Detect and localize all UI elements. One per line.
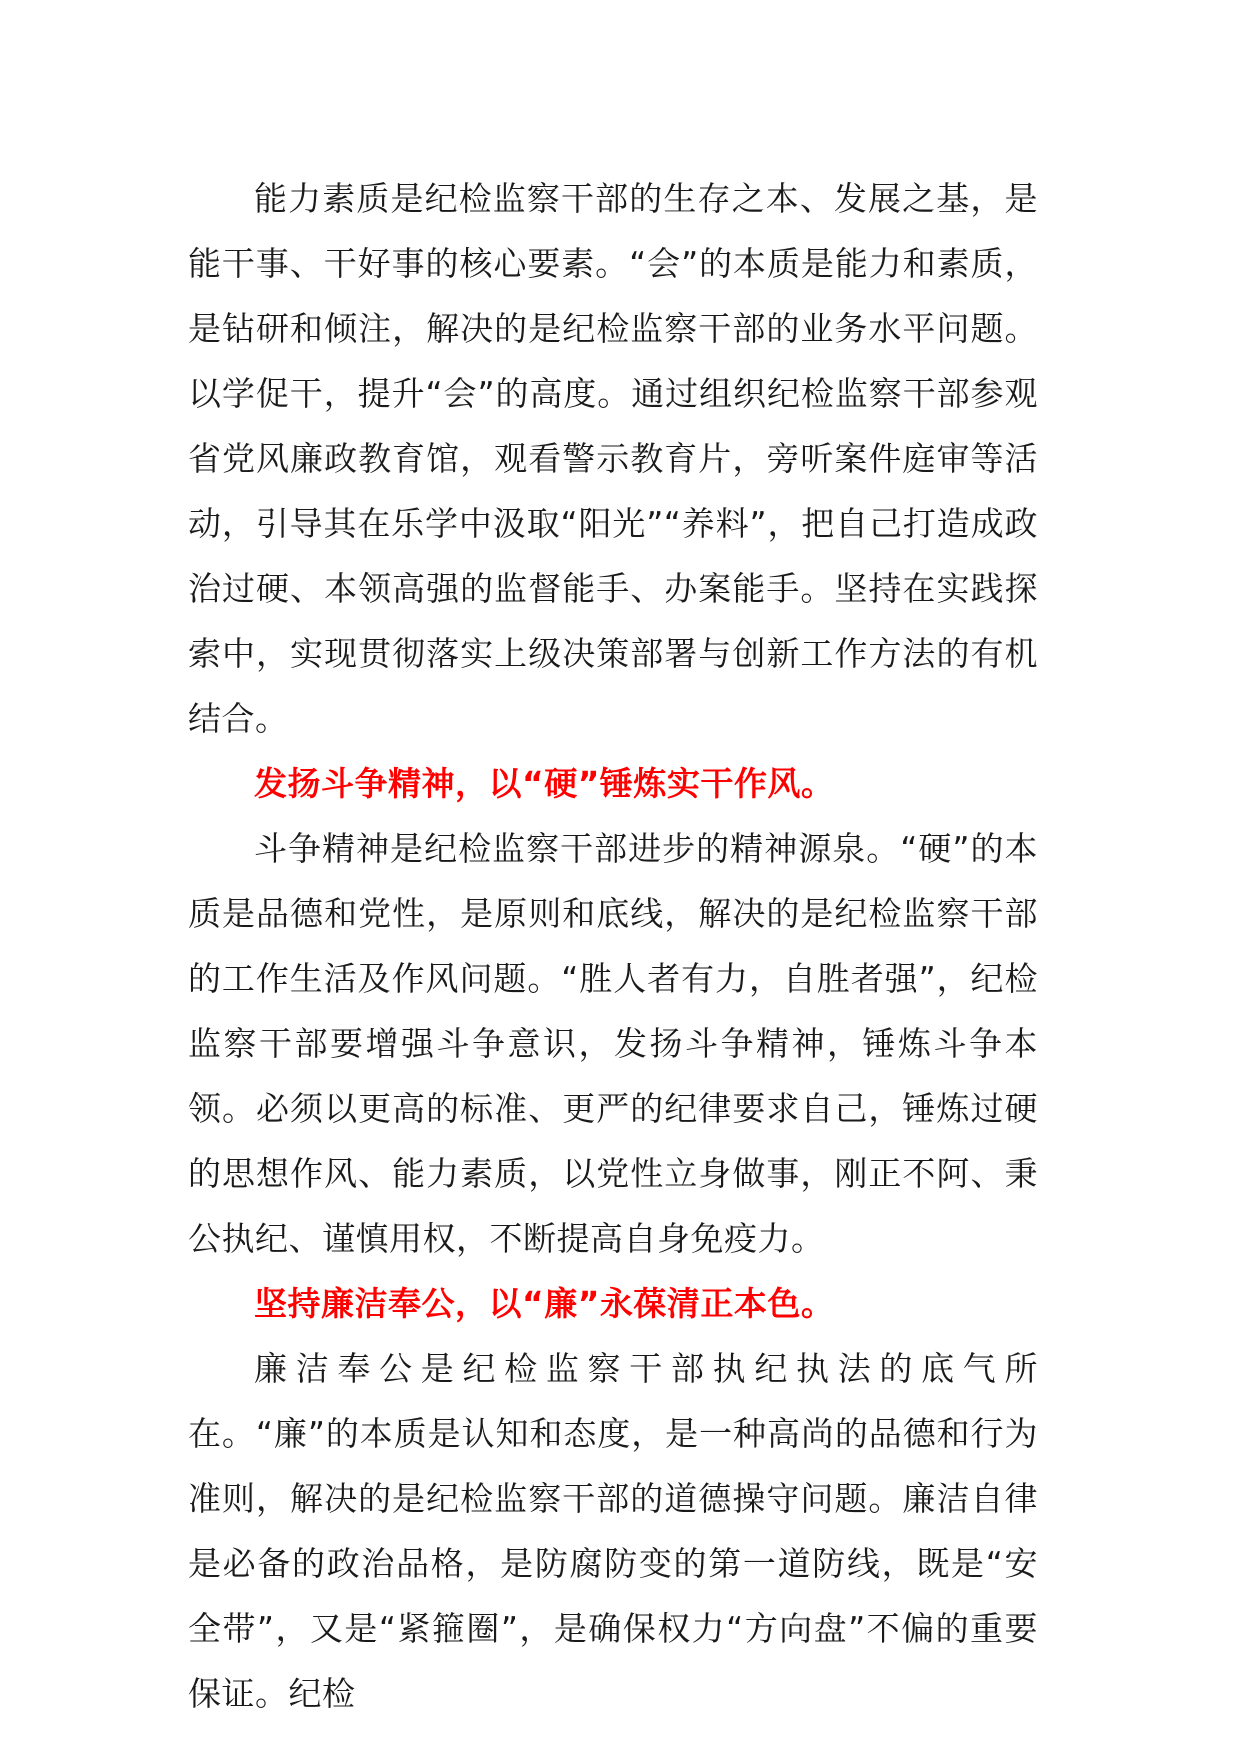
section-heading-1: 发扬斗争精神，以“硬”锤炼实干作风。 xyxy=(254,764,835,803)
body-paragraph-3: 廉洁奉公是纪检监察干部执纪执法的底气所在。“廉”的本质是认知和态度，是一种高尚的品德和行为准则，解决的是纪检监察干部的道德操守问题。廉洁自律是必备的政治品格，是防腐防变的第一道防线，既是“安全带”，又是“紧箍圈”，是确保权力“方向盘”不偏的重要保证。纪检 xyxy=(188,1349,1038,1713)
section-heading-2: 坚持廉洁奉公，以“廉”永葆清正本色。 xyxy=(254,1284,835,1323)
body-paragraph-1: 能力素质是纪检监察干部的生存之本、发展之基，是能干事、干好事的核心要素。“会”的本质是能力和素质，是钻研和倾注，解决的是纪检监察干部的业务水平问题。以学促干，提升“会”的高度。通过组织纪检监察干部参观省党风廉政教育馆，观看警示教育片，旁听案件庭审等活动，引导其在乐学中汲取“阳光”“养料”，把自己打造成政治过硬、本领高强的监督能手、办案能手。坚持在实践探索中，实现贯彻落实上级决策部署与创新工作方法的有机结合。 xyxy=(188,179,1038,738)
document-page xyxy=(188,166,1038,1726)
body-paragraph-2: 斗争精神是纪检监察干部进步的精神源泉。“硬”的本质是品德和党性，是原则和底线，解决的是纪检监察干部的工作生活及作风问题。“胜人者有力，自胜者强”，纪检监察干部要增强斗争意识，发扬斗争精神，锤炼斗争本领。必须以更高的标准、更严的纪律要求自己，锤炼过硬的思想作风、能力素质，以党性立身做事，刚正不阿、秉公执纪、谨慎用权，不断提高自身免疫力。 xyxy=(188,829,1038,1258)
